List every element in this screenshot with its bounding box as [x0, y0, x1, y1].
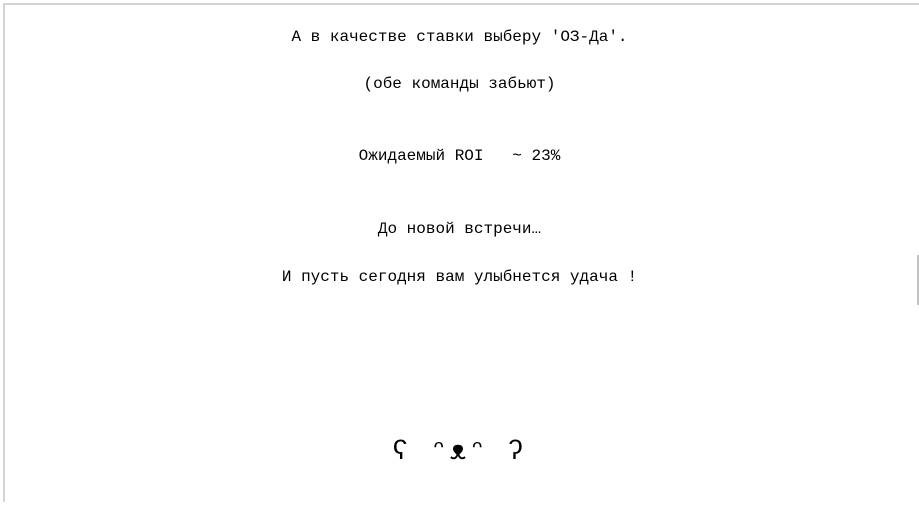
roi-line: Ожидаемый ROI ~ 23% — [358, 147, 561, 165]
content-top-border — [3, 3, 919, 5]
farewell-line: До новой встречи… — [377, 220, 542, 238]
bear-kaomoji: ʕ ᵔᴥᵔ ʔ — [392, 438, 527, 468]
bet-type-line: (обе команды забьют) — [363, 75, 556, 93]
bet-pick-line: А в качестве ставки выберу 'ОЗ-Да'. — [291, 28, 628, 46]
good-luck-line: И пусть сегодня вам улыбнется удача ! — [281, 268, 638, 286]
